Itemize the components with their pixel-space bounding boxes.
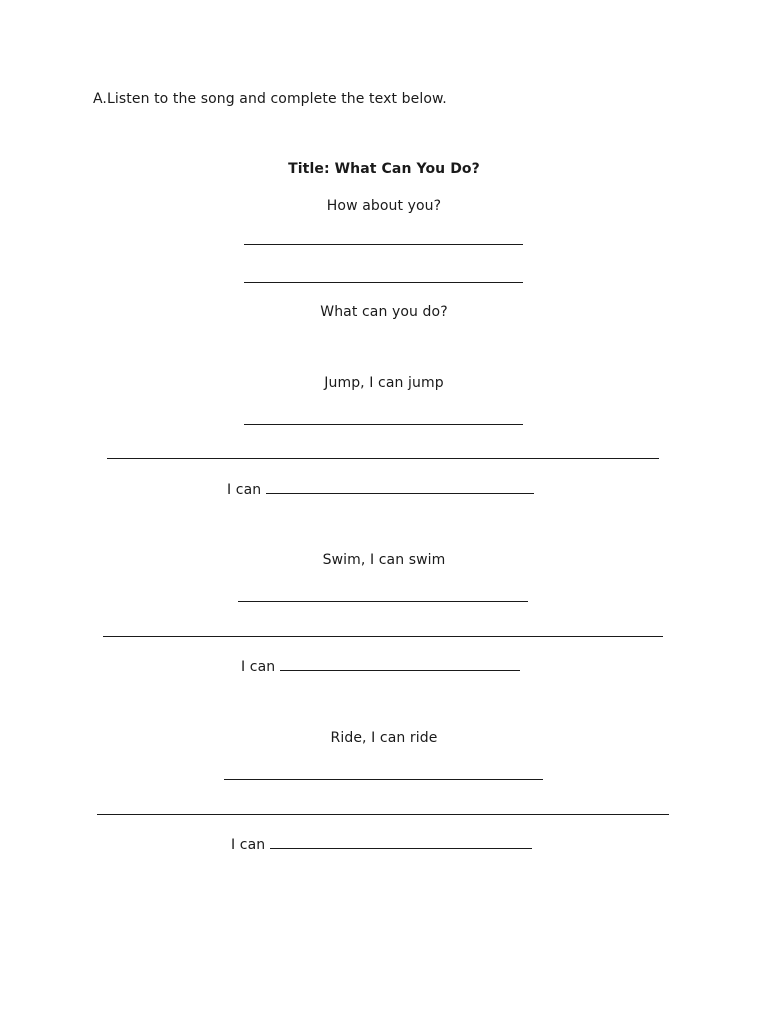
intro-line-4: What can you do?	[320, 304, 448, 320]
verse-ride-blank-line-3[interactable]	[97, 814, 669, 815]
intro-blank-line-3[interactable]	[244, 282, 523, 283]
verse-ride-prefix: I can	[231, 837, 266, 853]
verse-ride-blank[interactable]	[270, 836, 532, 849]
verse-jump-line-4	[227, 481, 534, 499]
instruction-text: A.Listen to the song and complete the text below.	[93, 91, 447, 107]
verse-jump-blank[interactable]	[266, 481, 534, 494]
verse-swim-line-1: Swim, I can swim	[322, 552, 446, 568]
song-title: Title: What Can You Do?	[288, 161, 480, 177]
verse-swim-line-4	[241, 658, 520, 676]
verse-swim-blank-line-3[interactable]	[103, 636, 663, 637]
verse-swim-blank-line-2[interactable]	[238, 601, 528, 602]
verse-ride-line-1: Ride, I can ride	[330, 730, 438, 746]
intro-blank-line-2[interactable]	[244, 244, 523, 245]
verse-jump-line-1: Jump, I can jump	[324, 375, 444, 391]
intro-line-1: How about you?	[326, 198, 442, 214]
verse-jump-blank-line-3[interactable]	[107, 458, 659, 459]
verse-swim-blank[interactable]	[280, 658, 520, 671]
verse-ride-line-4	[231, 836, 532, 854]
verse-jump-blank-line-2[interactable]	[244, 424, 523, 425]
verse-ride-blank-line-2[interactable]	[224, 779, 543, 780]
verse-jump-prefix: I can	[227, 482, 262, 498]
verse-swim-prefix: I can	[241, 659, 276, 675]
